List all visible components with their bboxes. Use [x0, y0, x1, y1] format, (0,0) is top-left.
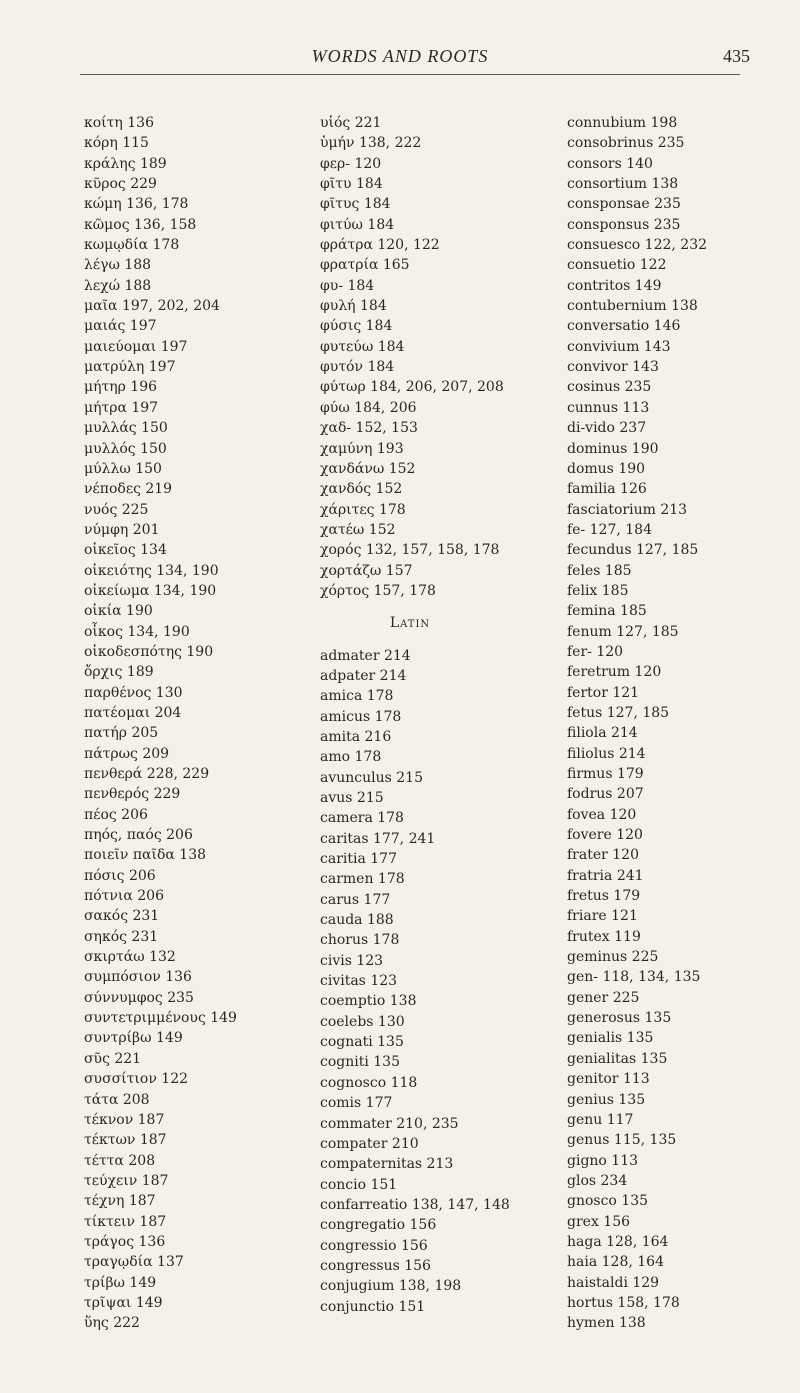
index-entry: οἶκος 134, 190 — [84, 623, 190, 640]
index-entry: conjunctio 151 — [320, 1298, 426, 1315]
index-entry: confarreatio 138, 147, 148 — [320, 1196, 510, 1213]
index-entry: μαῖα 197, 202, 204 — [84, 298, 220, 315]
index-entry: cognati 135 — [320, 1034, 404, 1051]
index-entry: κοίτη 136 — [84, 115, 154, 131]
index-entry: κώμη 136, 178 — [84, 196, 189, 213]
index-entry: avus 215 — [320, 790, 384, 806]
index-entry: domus 190 — [567, 460, 646, 477]
index-entry: fenum 127, 185 — [567, 623, 679, 640]
index-entry: ὕης 222 — [84, 1315, 140, 1332]
index-entry: χανδάνω 152 — [320, 460, 416, 477]
index-entry: hortus 158, 178 — [567, 1294, 680, 1311]
index-entry: genu 117 — [567, 1111, 634, 1128]
index-entry: consobrinus 235 — [567, 135, 685, 152]
index-entry: οἰκείωμα 134, 190 — [84, 582, 217, 599]
index-entry: τέκνον 187 — [84, 1111, 165, 1128]
index-entry: τραγῳδία 137 — [84, 1254, 184, 1271]
index-entry: φῖτυ 184 — [320, 176, 383, 193]
index-entry: haia 128, 164 — [567, 1254, 664, 1271]
index-entry: νέποδες 219 — [84, 481, 173, 498]
index-column-2 — [320, 113, 560, 1317]
index-entry: admater 214 — [320, 647, 411, 664]
index-entry: gen- 118, 134, 135 — [567, 969, 701, 986]
index-entry: τέττα 208 — [84, 1152, 156, 1169]
index-entry: φυτόν 184 — [320, 359, 395, 376]
index-entry: τάτα 208 — [84, 1091, 150, 1108]
index-entry: φύτωρ 184, 206, 207, 208 — [320, 379, 504, 396]
index-entry: φρατρία 165 — [320, 257, 410, 274]
index-entry: filiolus 214 — [567, 745, 646, 762]
index-entry: σηκός 231 — [84, 928, 159, 945]
index-entry: fovere 120 — [567, 827, 643, 844]
index-entry: φύσις 184 — [320, 318, 393, 335]
index-entry: μήτηρ 196 — [84, 379, 158, 396]
index-entry: χαμύνη 193 — [320, 440, 404, 457]
index-entry: χατέω 152 — [320, 521, 396, 538]
index-entry: σκιρτάω 132 — [84, 949, 176, 966]
index-entry: conversatio 146 — [567, 318, 681, 335]
index-entry: μυλλάς 150 — [84, 420, 168, 437]
index-entry: fovea 120 — [567, 806, 637, 823]
index-entry: τέχνη 187 — [84, 1193, 156, 1210]
index-entry: οἰκοδεσπότης 190 — [84, 643, 214, 660]
index-entry: congregatio 156 — [320, 1217, 437, 1234]
index-entry: feles 185 — [567, 562, 632, 579]
index-entry: cognosco 118 — [320, 1074, 418, 1091]
index-entry: chorus 178 — [320, 932, 400, 949]
index-entry: dominus 190 — [567, 440, 659, 457]
index-entry: feretrum 120 — [567, 664, 662, 681]
index-entry: οἰκία 190 — [84, 603, 153, 620]
index-entry: fasciatorium 213 — [567, 501, 688, 518]
index-entry: χορτάζω 157 — [320, 562, 413, 579]
index-entry: πότνια 206 — [84, 888, 165, 905]
index-entry: glos 234 — [567, 1172, 628, 1189]
index-entry: hymen 138 — [567, 1315, 646, 1332]
index-entry: coemptio 138 — [320, 993, 417, 1010]
index-entry: frutex 119 — [567, 928, 641, 945]
index-entry: haistaldi 129 — [567, 1274, 660, 1291]
index-entry: παρθένος 130 — [84, 684, 183, 701]
index-entry: caritia 177 — [320, 851, 397, 868]
index-entry: πάτρως 209 — [84, 745, 170, 762]
page-header — [0, 0, 800, 100]
index-entry: compater 210 — [320, 1135, 419, 1152]
index-entry: συντρίβω 149 — [84, 1030, 183, 1047]
index-entry: φύω 184, 206 — [320, 399, 417, 416]
index-entry: consponsus 235 — [567, 216, 681, 233]
index-entry: φυλή 184 — [320, 298, 387, 315]
index-entry: coelebs 130 — [320, 1013, 405, 1030]
index-entry: φῖτυς 184 — [320, 196, 391, 213]
index-entry: χάριτες 178 — [320, 501, 406, 518]
index-entry: μαιάς 197 — [84, 318, 157, 335]
index-entry: haga 128, 164 — [567, 1233, 669, 1250]
index-entry: contritos 149 — [567, 277, 662, 294]
index-entry: compaternitas 213 — [320, 1156, 454, 1173]
index-entry: generosus 135 — [567, 1010, 672, 1027]
index-entry: fer- 120 — [567, 643, 624, 660]
index-entry: genialitas 135 — [567, 1050, 668, 1067]
index-entry: σύννυμφος 235 — [84, 989, 194, 1006]
index-entry: camera 178 — [320, 810, 404, 827]
index-entry: συμπόσιον 136 — [84, 969, 192, 986]
index-entry: concio 151 — [320, 1176, 398, 1193]
index-entry: fratria 241 — [567, 867, 644, 884]
index-entry: connubium 198 — [567, 115, 678, 131]
index-entry: πηός, παός 206 — [84, 827, 193, 844]
index-entry: adpater 214 — [320, 667, 407, 684]
index-entry: cogniti 135 — [320, 1054, 401, 1071]
index-entry: avunculus 215 — [320, 769, 423, 786]
index-entry: conjugium 138, 198 — [320, 1278, 462, 1295]
index-entry: congressus 156 — [320, 1257, 431, 1274]
index-entry: μυλλός 150 — [84, 440, 167, 457]
index-entry: πατέομαι 204 — [84, 704, 182, 721]
page-number: 435 — [723, 46, 750, 66]
index-entry: συντετριμμένους 149 — [84, 1010, 237, 1027]
index-entry: comis 177 — [320, 1095, 393, 1112]
index-entry: cauda 188 — [320, 912, 394, 929]
index-entry: convivium 143 — [567, 338, 671, 355]
index-entry: μαιεύομαι 197 — [84, 338, 188, 355]
index-entry: τράγος 136 — [84, 1233, 166, 1250]
index-entry: χορός 132, 157, 158, 178 — [320, 542, 500, 559]
index-entry: genius 135 — [567, 1091, 646, 1108]
index-entry: φυτεύω 184 — [320, 338, 405, 355]
index-entry: firmus 179 — [567, 766, 644, 782]
index-entry: civitas 123 — [320, 973, 398, 990]
index-entry: πόσις 206 — [84, 867, 156, 884]
index-entry: friare 121 — [567, 908, 638, 925]
index-entry: τρίβω 149 — [84, 1274, 157, 1291]
section-heading-latin: Latin — [389, 615, 431, 632]
index-entry: κράλης 189 — [84, 155, 167, 172]
index-entry: νυός 225 — [84, 501, 149, 518]
index-entry: frater 120 — [567, 847, 639, 864]
index-entry: familia 126 — [567, 481, 647, 498]
index-entry: τεύχειν 187 — [84, 1172, 169, 1189]
index-entry: consponsae 235 — [567, 196, 681, 213]
index-entry: genitor 113 — [567, 1071, 650, 1088]
index-entry: fodrus 207 — [567, 786, 644, 803]
index-entry: φυ- 184 — [320, 277, 375, 294]
index-entry: κόρη 115 — [84, 135, 149, 152]
index-entry: consortium 138 — [567, 176, 679, 193]
index-entry: amicus 178 — [320, 708, 402, 725]
index-entry: φιτύω 184 — [320, 216, 395, 233]
index-entry: σῦς 221 — [84, 1050, 142, 1067]
index-entry: gnosco 135 — [567, 1193, 649, 1210]
index-entry: φερ- 120 — [320, 155, 382, 172]
index-entry: congressio 156 — [320, 1237, 428, 1254]
index-entry: τίκτειν 187 — [84, 1213, 167, 1230]
index-entry: σακός 231 — [84, 908, 160, 925]
index-entry: fretus 179 — [567, 888, 641, 905]
index-entry: χαδ- 152, 153 — [320, 420, 418, 437]
index-entry: consuetio 122 — [567, 257, 667, 274]
index-entry: χανδός 152 — [320, 481, 403, 498]
index-entry: πενθερός 229 — [84, 786, 181, 803]
index-entry: di-vido 237 — [567, 420, 647, 437]
index-entry: amita 216 — [320, 728, 392, 745]
index-entry: λεχώ 188 — [84, 277, 152, 294]
index-entry: υἱός 221 — [320, 115, 382, 131]
index-entry: fecundus 127, 185 — [567, 542, 699, 559]
index-entry: ποιεῖν παῖδα 138 — [84, 847, 207, 864]
index-entry: συσσίτιον 122 — [84, 1071, 189, 1088]
index-entry: gigno 113 — [567, 1152, 639, 1169]
index-entry: κῶμος 136, 158 — [84, 216, 197, 233]
index-column-1 — [84, 113, 304, 1334]
index-entry: civis 123 — [320, 952, 384, 969]
index-entry: fertor 121 — [567, 684, 640, 701]
index-entry: οἰκειότης 134, 190 — [84, 562, 219, 579]
index-entry: cosinus 235 — [567, 379, 652, 396]
index-entry: πατήρ 205 — [84, 725, 159, 742]
index-entry: τέκτων 187 — [84, 1132, 167, 1149]
index-entry: ὑμήν 138, 222 — [320, 135, 422, 152]
index-entry: carmen 178 — [320, 871, 405, 888]
index-entry: carus 177 — [320, 891, 391, 908]
index-entry: amica 178 — [320, 688, 394, 705]
index-entry: convivor 143 — [567, 359, 659, 376]
index-entry: φράτρα 120, 122 — [320, 237, 440, 254]
index-entry: gener 225 — [567, 989, 640, 1006]
index-entry: genus 115, 135 — [567, 1132, 677, 1149]
header-rule — [80, 74, 740, 75]
index-entry: commater 210, 235 — [320, 1115, 459, 1132]
index-entry: consuesco 122, 232 — [567, 237, 708, 254]
index-entry: filiola 214 — [567, 725, 638, 742]
index-entry: fe- 127, 184 — [567, 521, 652, 538]
index-entry: felix 185 — [567, 582, 629, 599]
index-entry: geminus 225 — [567, 949, 659, 966]
index-entry: κῦρος 229 — [84, 176, 157, 193]
index-entry: ματρύλη 197 — [84, 359, 176, 376]
index-entry: amo 178 — [320, 749, 382, 766]
index-entry: contubernium 138 — [567, 298, 698, 315]
index-entry: κωμῳδία 178 — [84, 237, 180, 254]
index-entry: τρῖψαι 149 — [84, 1294, 163, 1311]
index-entry: cunnus 113 — [567, 399, 650, 416]
index-entry: genialis 135 — [567, 1030, 654, 1047]
index-entry: μύλλω 150 — [84, 460, 162, 477]
running-title: WORDS AND ROOTS — [311, 46, 489, 66]
index-column-3 — [567, 113, 792, 1334]
index-entry: consors 140 — [567, 155, 653, 172]
index-entry: χόρτος 157, 178 — [320, 582, 436, 599]
index-entry: μήτρα 197 — [84, 399, 159, 416]
index-entry: νύμφη 201 — [84, 521, 160, 538]
index-entry: πενθερά 228, 229 — [84, 766, 210, 782]
index-entry: femina 185 — [567, 603, 647, 620]
index-entry: πέος 206 — [84, 806, 148, 823]
index-entry: fetus 127, 185 — [567, 704, 670, 721]
index-entry: οἰκεῖος 134 — [84, 542, 167, 559]
index-entry: ὄρχις 189 — [84, 664, 154, 681]
index-entry: λέγω 188 — [84, 257, 152, 274]
index-entry: caritas 177, 241 — [320, 830, 436, 847]
index-entry: grex 156 — [567, 1213, 631, 1230]
